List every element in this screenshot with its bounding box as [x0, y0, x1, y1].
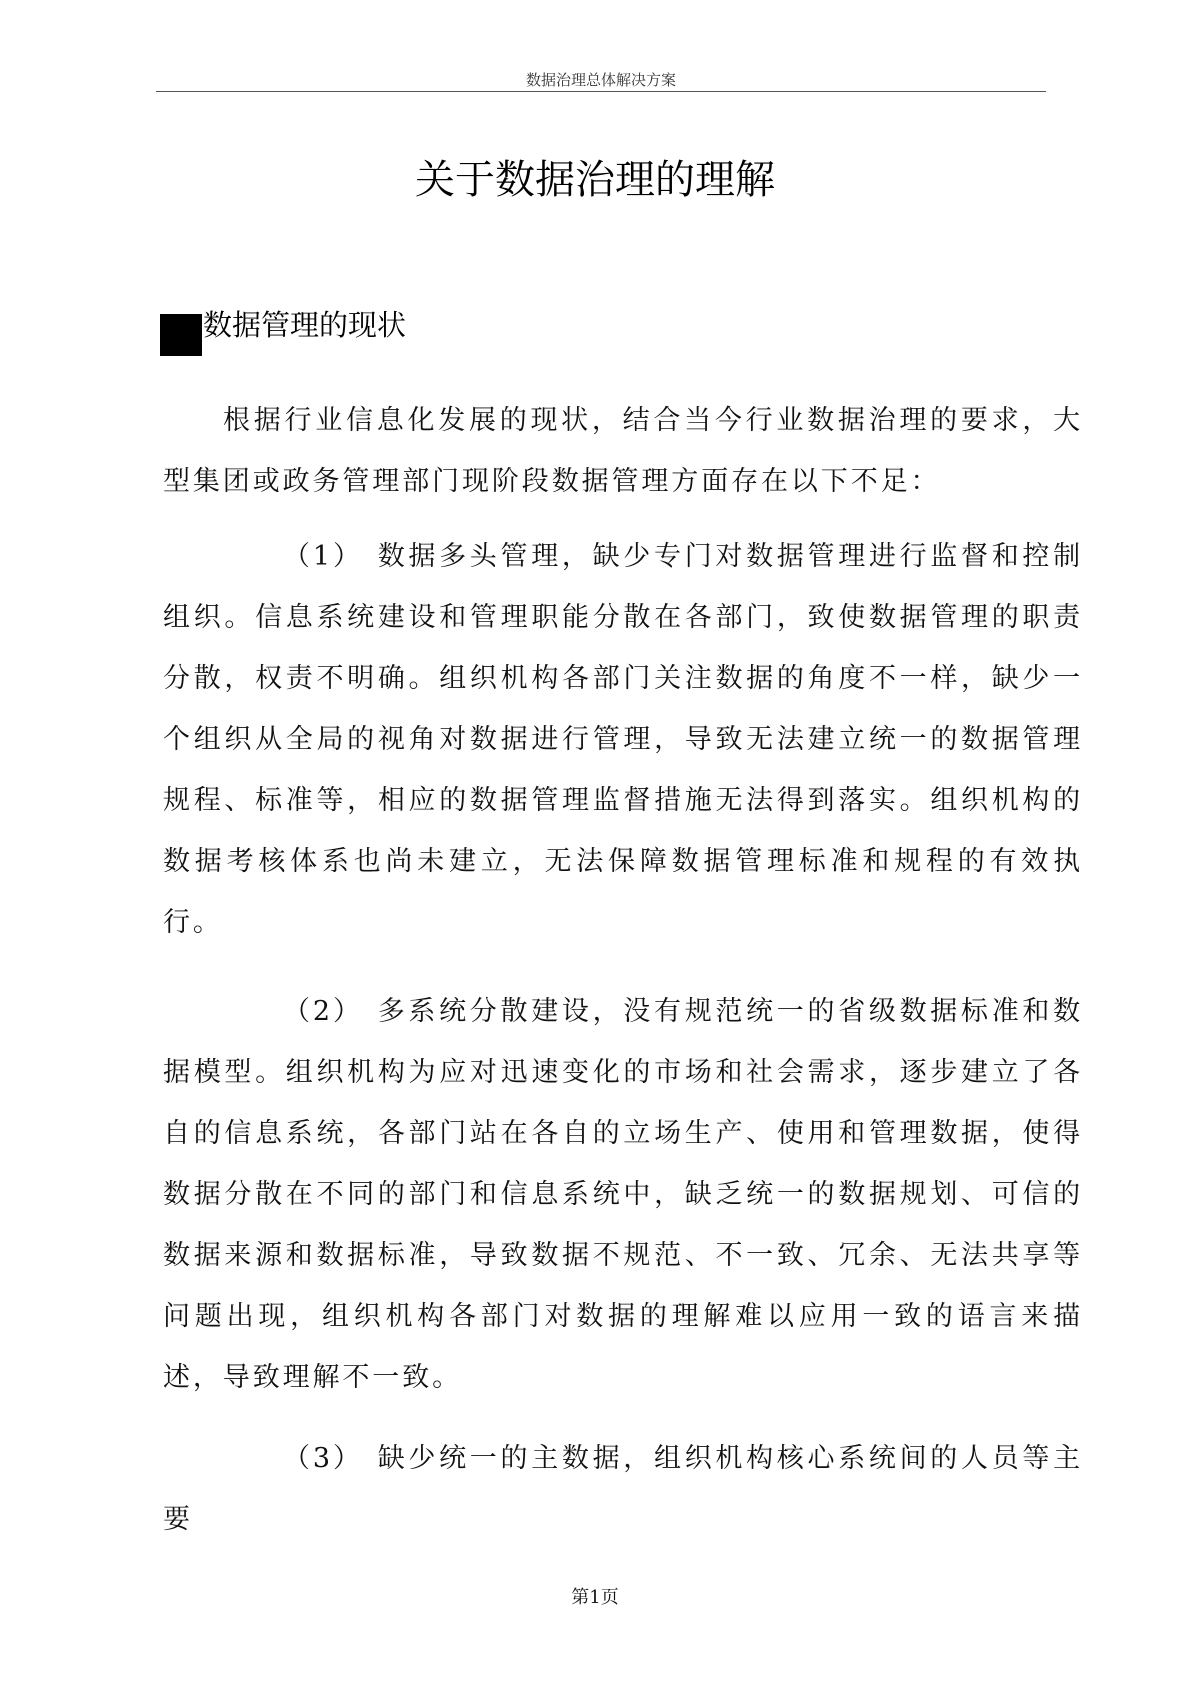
page-number: 第1页 — [571, 1587, 619, 1608]
document-title: 关于数据治理的理解 — [415, 157, 775, 203]
paragraph-2 — [163, 981, 1083, 1408]
paragraph-1 — [163, 526, 1083, 953]
paragraph-1-number: （1） — [283, 541, 363, 572]
paragraph-2-number: （2） — [283, 996, 363, 1027]
section-heading — [160, 303, 860, 355]
paragraph-1-text: 数据多头管理，缺少专门对数据管理进行监督和控制组织。信息系统建设和管理职能分散在各部门，致使数据管理的职责分散，权责不明确。组织机构各部门关注数据的角度不一样，缺少一个组织从全局的视角对数据进行管理，导致无法建立统一的数据管理规程、标准等，相应的数据管理监督措施无法得到落实。组织机构的数据考核体系也尚未建立，无法保障数据管理标准和规程的有效执行。 — [163, 541, 1083, 938]
section-marker-square-icon — [160, 314, 202, 356]
document-body — [163, 390, 1083, 1550]
header-rule — [156, 91, 1046, 92]
paragraph-3-text: 缺少统一的主数据，组织机构核心系统间的人员等主要 — [163, 1443, 1083, 1535]
paragraph-3 — [163, 1428, 1083, 1550]
paragraph-3-number: （3） — [283, 1443, 363, 1474]
paragraph-2-text: 多系统分散建设，没有规范统一的省级数据标准和数据模型。组织机构为应对迅速变化的市场和社会需求，逐步建立了各自的信息系统，各部门站在各自的立场生产、使用和管理数据，使得数据分散在不同的部门和信息系统中，缺乏统一的数据规划、可信的数据来源和数据标准，导致数据不规范、不一致、冗余、无法共享等问题出现，组织机构各部门对数据的理解难以应用一致的语言来描述，导致理解不一致。 — [163, 996, 1083, 1393]
intro-paragraph: 根据行业信息化发展的现状，结合当今行业数据治理的要求，大型集团或政务管理部门现阶段数据管理方面存在以下不足： — [163, 405, 1083, 497]
section-heading-text: 数据管理的现状 — [203, 308, 407, 342]
running-header: 数据治理总体解决方案 — [525, 71, 676, 89]
